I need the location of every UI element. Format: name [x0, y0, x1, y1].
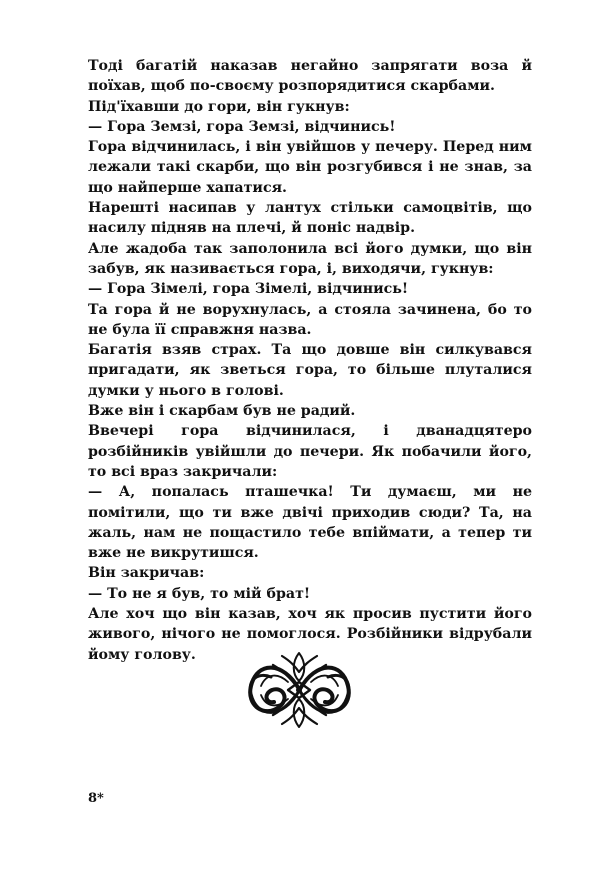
page-number: 8* — [88, 791, 104, 806]
paragraph-15: Але хоч що він казав, хоч як просив пустити його живого, нічого не помоглося. Розбійники відрубали йому голову. — [88, 606, 532, 663]
paragraph-12: — А, попалась пташечка! Ти думаєш, ми не помітили, що ти вже двічі приходив сюди? Та, на жаль, нам не пощастило тебе впіймати, а тепер ти вже не викрутишся. — [88, 484, 532, 562]
paragraph-10: Вже він і скарбам був не радий. — [88, 403, 356, 420]
decorative-knot-ornament-icon — [243, 648, 356, 732]
story-text — [88, 56, 532, 665]
paragraph-2: Під'їхавши до гори, він гукнув: — [88, 98, 350, 115]
paragraph-8: Та гора й не ворухнулась, а стояла зачинена, бо то не була її справжня назва. — [88, 301, 532, 338]
paragraph-3: — Гора Земзі, гора Земзі, відчинись! — [88, 118, 396, 135]
paragraph-4: Гора відчинилась, і він увійшов у печеру. Перед ним лежали такі скарби, що він розгубився і не знав, за що найперше хапатися. — [88, 139, 532, 196]
paragraph-14: — То не я був, то мій брат! — [88, 585, 311, 602]
paragraph-11: Ввечері гора відчинилася, і дванадцятеро розбійників увійшли до печери. Як побачили його, то всі враз закричали: — [88, 423, 532, 480]
paragraph-6: Але жадоба так заполонила всі його думки, що він забув, як називається гора, і, виходячи, гукнув: — [88, 240, 532, 277]
paragraph-9: Багатія взяв страх. Та що довше він силкувався пригадати, як зветься гора, то більше плуталися думки у нього в голові. — [88, 342, 532, 399]
paragraph-5: Нарешті насипав у лантух стільки самоцвітів, що насилу підняв на плечі, й поніс надвір. — [88, 200, 532, 237]
paragraph-13: Він закричав: — [88, 565, 205, 582]
paragraph-1: Тоді багатій наказав негайно запрягати воза й поїхав, щоб по-своєму розпорядитися скарбами. — [88, 58, 532, 95]
paragraph-7: — Гора Зімелі, гора Зімелі, відчинись! — [88, 281, 409, 298]
